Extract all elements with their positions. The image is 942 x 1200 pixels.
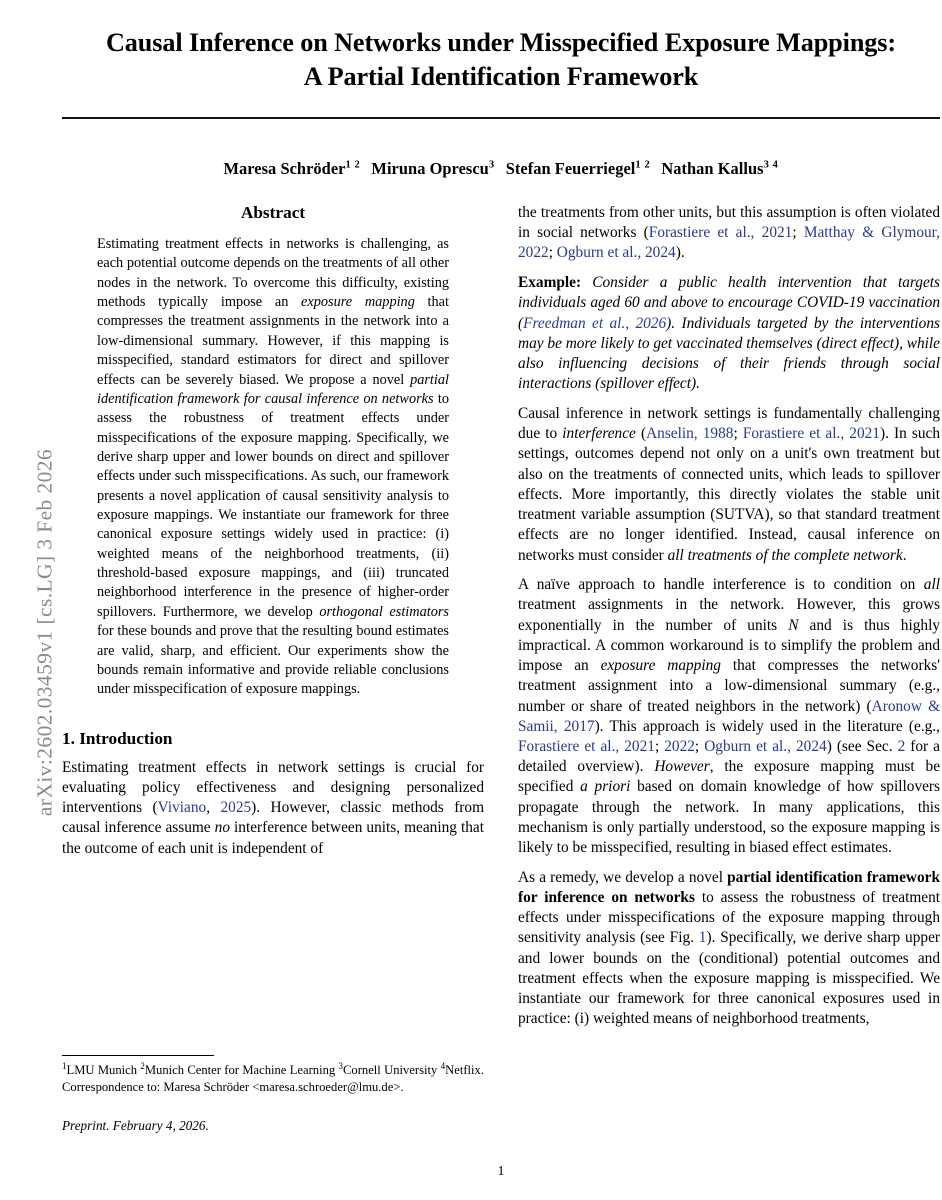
emphasis-text: interference: [562, 425, 636, 443]
citation-link[interactable]: Matthay & Glymour, 2022: [518, 224, 940, 262]
emphasis-text: no: [214, 819, 230, 837]
abstract-heading: Abstract: [240, 203, 306, 222]
bold-text: partial identification framework for inference on networks: [518, 868, 940, 906]
intro-paragraph-1: [62, 758, 484, 859]
footnote-marker: 4: [440, 1061, 446, 1071]
emphasis-text: all treatments of the complete network: [667, 546, 903, 564]
body-run: ). In such settings, outcomes depend not only on a unit's own treatment but also on the treatments of connected units, which leads to spillover effects. More importantly, this directly violates the stable unit treatment variable assumption (SUTVA), so that standard treatment effects are no longer identified. Instead, causal inference on networks must consider: [518, 425, 941, 564]
emphasis-text: orthogonal estimators: [319, 603, 449, 620]
body-run: to assess the robustness of treatment effects under misspecifications of the exposure mapping through sensitivity analysis (see Fig.: [518, 889, 941, 947]
body-run: , the exposure mapping must be specified: [518, 758, 940, 796]
example-run: Consider a public health intervention that targets individuals aged 60 and above to encourage COVID-19 vaccination (: [518, 274, 940, 332]
footnote-run: Cornell University: [343, 1063, 441, 1078]
abstract-run: Estimating treatment effects in networks is challenging, as each potential outcome depends on the treatments of all other nodes in the network. To overcome this difficulty, existing methods typically impose an: [97, 236, 449, 311]
example-paragraph: [518, 273, 940, 394]
footnote-run: Munich Center for Machine Learning: [144, 1063, 339, 1078]
citation-link[interactable]: Viviano: [157, 799, 207, 817]
body-run: that compresses the networks' treatment assignment into a low-dimensional summary (e.g., number or share of treated neighbors in the network) (: [518, 657, 940, 715]
section-heading-introduction: 1. Introduction: [62, 728, 173, 748]
title-line: A Partial Identification Framework: [303, 62, 699, 92]
body-run: .: [902, 546, 907, 564]
citation-link[interactable]: Forastiere et al., 2021: [648, 224, 793, 242]
body-run: treatment assignments in the network. However, this grows exponentially in the number of units: [518, 596, 940, 634]
citation-link[interactable]: Freedman et al., 2026: [523, 314, 667, 332]
citation-link[interactable]: Ogburn et al., 2024: [556, 244, 676, 262]
citation-link[interactable]: 2: [897, 737, 906, 755]
author-affiliation-marker: 3: [488, 159, 495, 171]
body-run: based on domain knowledge of how spillovers propagate through the network. In many applications, this mechanism is only partially understood, so the exposure mapping is likely to be misspecified, resulting in biased effect estimates.: [518, 778, 941, 857]
emphasis-text: partial identification framework for causal inference on networks: [97, 371, 449, 407]
emphasis-text: a priori: [580, 778, 631, 796]
citation-link[interactable]: 2022: [664, 737, 695, 755]
footnote-run: LMU Munich: [66, 1063, 141, 1078]
citation-link[interactable]: Anselin, 1988: [646, 425, 734, 443]
abstract-run: for these bounds and prove that the resulting bound estimates are valid, sharp, and efficient. Our experiments show the bounds remain informative and provide reliable conclusions under misspecification of exposure mappings.: [97, 623, 449, 698]
author-name: [371, 159, 494, 178]
abstract-run: to assess the robustness of treatment effects under misspecifications of the exposure mapping. Specifically, we derive sharp upper and lower bounds on direct and spillover effects under such misspecifications. As such, our framework presents a novel application of causal sensitivity analysis to exposure mappings. We instantiate our framework for three canonical exposure settings widely used in practice: (i) weighted means of the neighborhood treatments, (ii) threshold-based exposure mappings, and (iii) truncated neighborhood interference in the presence of higher-order spillovers. Furthermore, we develop: [97, 390, 449, 620]
body-run: ). This approach is widely used in the literature (e.g.,: [594, 717, 940, 735]
right-paragraph-2: [518, 404, 940, 566]
page-number: 1: [497, 1163, 505, 1178]
body-run: ;: [733, 425, 743, 443]
body-run: As a remedy, we develop a novel: [518, 868, 728, 886]
footnote-run: Netflix. Correspondence to: Maresa Schröder <maresa.schroeder@lmu.de>.: [62, 1063, 484, 1094]
author-label: Stefan Feuerriegel: [505, 159, 636, 179]
page-title: [62, 26, 940, 94]
footnote-marker: 2: [140, 1061, 145, 1071]
emphasis-text: exposure mapping: [600, 657, 721, 675]
body-run: ;: [548, 244, 557, 262]
author-label: Miruna Oprescu: [371, 159, 489, 179]
footnote-area: [62, 1055, 484, 1134]
footnote-divider: [62, 1055, 214, 1056]
affiliation-footnote: [62, 1061, 484, 1095]
math-variable: N: [788, 616, 799, 634]
citation-link[interactable]: Forastiere et al., 2021: [742, 425, 880, 443]
citation-link[interactable]: 1: [698, 929, 707, 947]
body-run: ).: [675, 244, 685, 262]
title-line: Causal Inference on Networks under Misspecified Exposure Mappings:: [106, 28, 896, 57]
citation-link[interactable]: Aronow & Samii, 2017: [518, 697, 940, 735]
author-affiliation-marker: 1 2: [345, 159, 361, 171]
intro-run: Estimating treatment effects in network settings is crucial for evaluating policy effectiveness and designing personalized interventions (: [62, 758, 484, 817]
footnote-marker: 1: [62, 1061, 67, 1071]
body-run: ;: [792, 224, 804, 242]
title-block: [62, 0, 940, 119]
emphasis-text: However: [654, 758, 710, 776]
footnote-marker: 3: [338, 1061, 344, 1071]
preprint-notice: Preprint. February 4, 2026.: [62, 1117, 209, 1133]
emphasis-text: all: [923, 576, 940, 594]
arxiv-identifier-stamp: arXiv:2602.03459v1 [cs.LG] 3 Feb 2026: [32, 448, 57, 817]
right-column: [518, 203, 940, 1039]
author-list: [62, 159, 940, 179]
example-label: Example:: [518, 274, 582, 292]
body-run: A naïve approach to handle interference is to condition on: [518, 576, 924, 594]
abstract-run: that compresses the treatment assignments in the network into a low-dimensional summary. However, if this mapping is misspecified, standard estimators for direct and spillover effects can be severely biased. We propose a novel: [97, 294, 449, 388]
body-run: ) (see Sec.: [826, 737, 898, 755]
citation-link[interactable]: 2025: [220, 799, 252, 817]
intro-run: ,: [206, 799, 221, 817]
body-run: ). Specifically, we derive sharp upper and lower bounds on the (conditional) potential outcomes and treatment effects when the exposure mapping is misspecified. We instantiate our framework for three canonical exposures used in practice: (i) weighted means of neighborhood treatments,: [518, 929, 940, 1028]
intro-run: interference between units, meaning that the outcome of each unit is independent of: [62, 819, 484, 857]
paper-page: [62, 0, 940, 1200]
author-name: [224, 159, 361, 178]
body-run: ;: [694, 737, 705, 755]
author-label: Nathan Kallus: [661, 159, 764, 179]
body-run: (: [635, 425, 647, 443]
body-run: for a detailed overview).: [518, 737, 940, 776]
citation-link[interactable]: Forastiere et al., 2021: [518, 737, 655, 755]
emphasis-text: exposure mapping: [301, 294, 415, 311]
author-affiliation-marker: 3 4: [763, 159, 779, 171]
author-affiliation-marker: 1 2: [635, 159, 651, 171]
title-divider: [62, 117, 940, 119]
body-run: the treatments from other units, but this assumption is often violated in social networks (: [518, 204, 940, 242]
right-paragraph-continued: [518, 203, 940, 264]
right-paragraph-4: [518, 868, 940, 1030]
author-name: [506, 159, 651, 178]
left-column: [62, 203, 484, 1039]
body-run: and is thus highly impractical. A common workaround is to simplify the problem and impose an: [518, 616, 941, 675]
abstract-text: [97, 235, 449, 700]
intro-run: ). However, classic methods from causal inference assume: [62, 799, 485, 837]
example-run: ). Individuals targeted by the interventions may be more likely to get vaccinated themselves (direct effect), while also influencing decisions of their friends through social interactions (spillover effect).: [518, 314, 940, 393]
author-name: [661, 159, 778, 178]
author-label: Maresa Schröder: [223, 159, 346, 179]
right-paragraph-3: [518, 575, 940, 858]
body-run: Causal inference in network settings is fundamentally challenging due to: [518, 404, 940, 443]
citation-link[interactable]: Ogburn et al., 2024: [704, 737, 827, 755]
two-column-body: [62, 203, 940, 1039]
body-run: ;: [654, 737, 665, 755]
